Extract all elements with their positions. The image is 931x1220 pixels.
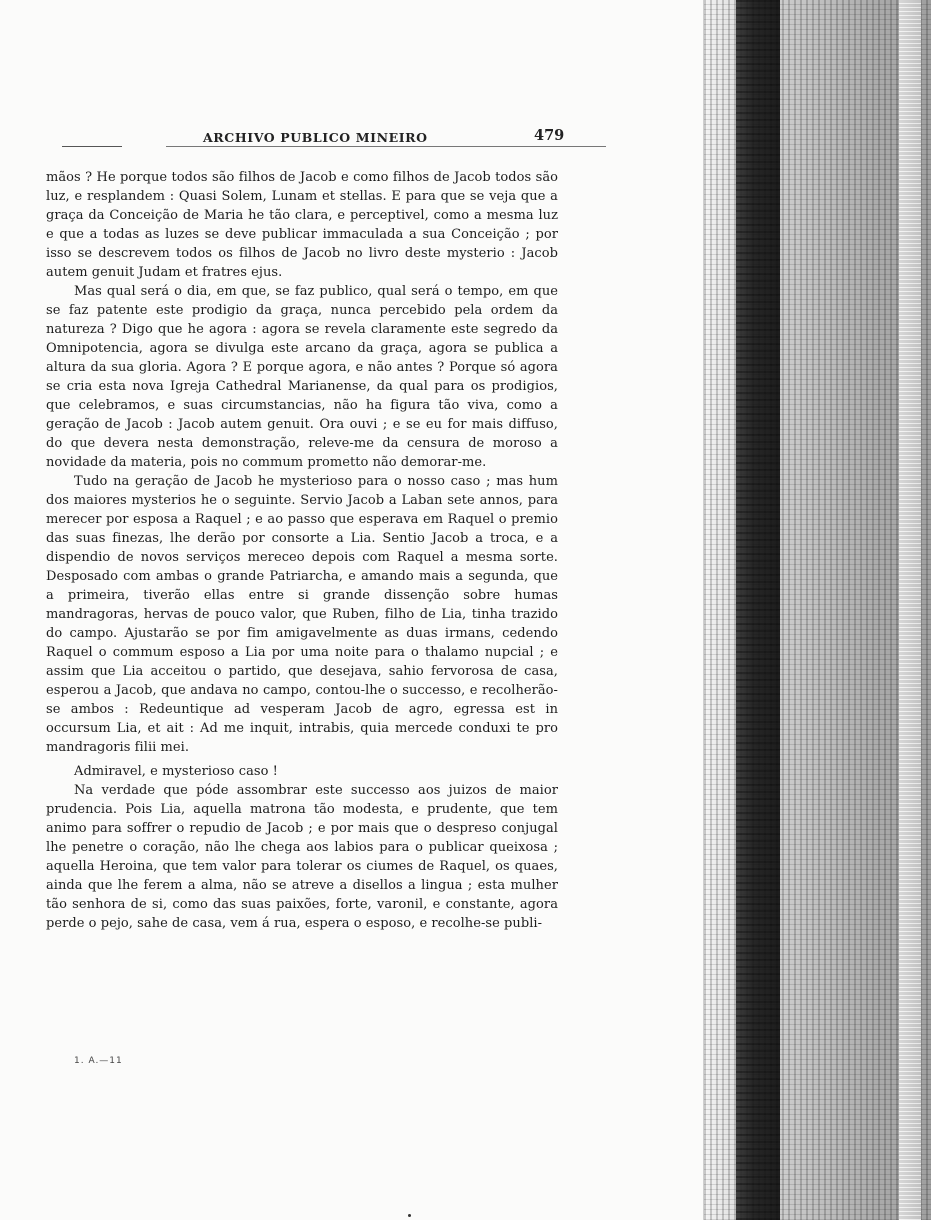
paragraph-2: Mas qual será o dia, em que, se faz publico, qual será o tempo, em que se faz patente este prodigio da graça, nunca percebido pela ordem da natureza ? Digo que he agora : agora se revela claramente este segredo da Omnipotencia, agora se divulga este arcano da graça, agora se publica a altura da sua gloria. Agora ? E porque agora, e não antes ? Porque só agora se cria esta nova Igreja Cathedral Marianense, da qual para os prodigios, que celebramos, e suas circumstancias, não ha figura tão viva, como a geração de Jacob : Jacob autem genuit. Ora ouvi ; e se eu for mais diffuso, do que devera nesta demonstração, releve-me da censura de moroso a novidade da materia, pois no commum prometto não demorar-me. — [46, 284, 558, 470]
header-rule-left — [62, 146, 122, 147]
body-text — [46, 168, 558, 933]
page-header — [48, 126, 565, 150]
scan-speck — [408, 1214, 411, 1217]
paragraph-1: mãos ? He porque todos são filhos de Jacob e como filhos de Jacob todos são luz, e resplandem : Quasi Solem, Lunam et stellas. E para que se veja que a graça da Conceição de Maria he tão clara, e perceptivel, como a mesma luz e que a todas as luzes se deve publicar immaculada a sua Conceição ; por isso se descrevem todos os filhos de Jacob no livro deste mysterio : Jacob autem genuit Judam et fratres ejus. — [46, 170, 558, 280]
scanner-binding-edge — [703, 0, 931, 1220]
signature-mark: 1. A.—11 — [74, 1056, 123, 1066]
page-number: 479 — [534, 127, 565, 144]
header-rule — [166, 146, 606, 147]
paragraph-3: Tudo na geração de Jacob he mysterioso para o nosso caso ; mas hum dos maiores mysterios he o seguinte. Servio Jacob a Laban sete annos, para merecer por esposa a Raquel ; e ao passo que esperava em Raquel o premio das suas finezas, lhe derão por consorte a Lia. Sentio Jacob a troca, e a dispendio de novos serviços mereceo depois com Raquel a mesma sorte. Desposado com ambas o grande Patriarcha, e amando mais a segunda, que a primeira, tiverão ellas entre si grande dissenção sobre humas mandragoras, hervas de pouco valor, que Ruben, filho de Lia, tinha trazido do campo. Ajustarão se por fim amigavelmente as duas irmans, cedendo Raquel o commum esposo a Lia por uma noite para o thalamo nupcial ; e assim que Lia acceitou o partido, que desejava, sahio fervorosa de casa, esperou a Jacob, que andava no campo, contou-lhe o successo, e recolherão-se ambos : Redeuntique ad vesperam Jacob de agro, egressa est in occursum Lia, et ait : Ad me inquit, intrabis, quia mercede conduxi te pro mandragoris filii mei. — [46, 474, 558, 755]
paragraph-4: Admiravel, e mysterioso caso ! — [74, 764, 278, 779]
running-title: ARCHIVO PUBLICO MINEIRO — [203, 130, 428, 145]
paragraph-5: Na verdade que póde assombrar este successo aos juizos de maior prudencia. Pois Lia, aquella matrona tão modesta, e prudente, que tem animo para soffrer o repudio de Jacob ; e por mais que o despreso conjugal lhe penetre o coração, não lhe chega aos labios para o publicar queixosa ; aquella Heroina, que tem valor para tolerar os ciumes de Raquel, os quaes, ainda que lhe ferem a alma, não se atreve a disellos a lingua ; esta mulher tão senhora de si, como das suas paixões, forte, varonil, e constante, agora perde o pejo, sahe de casa, vem á rua, espera o esposo, e recolhe-se publi- — [46, 783, 558, 931]
